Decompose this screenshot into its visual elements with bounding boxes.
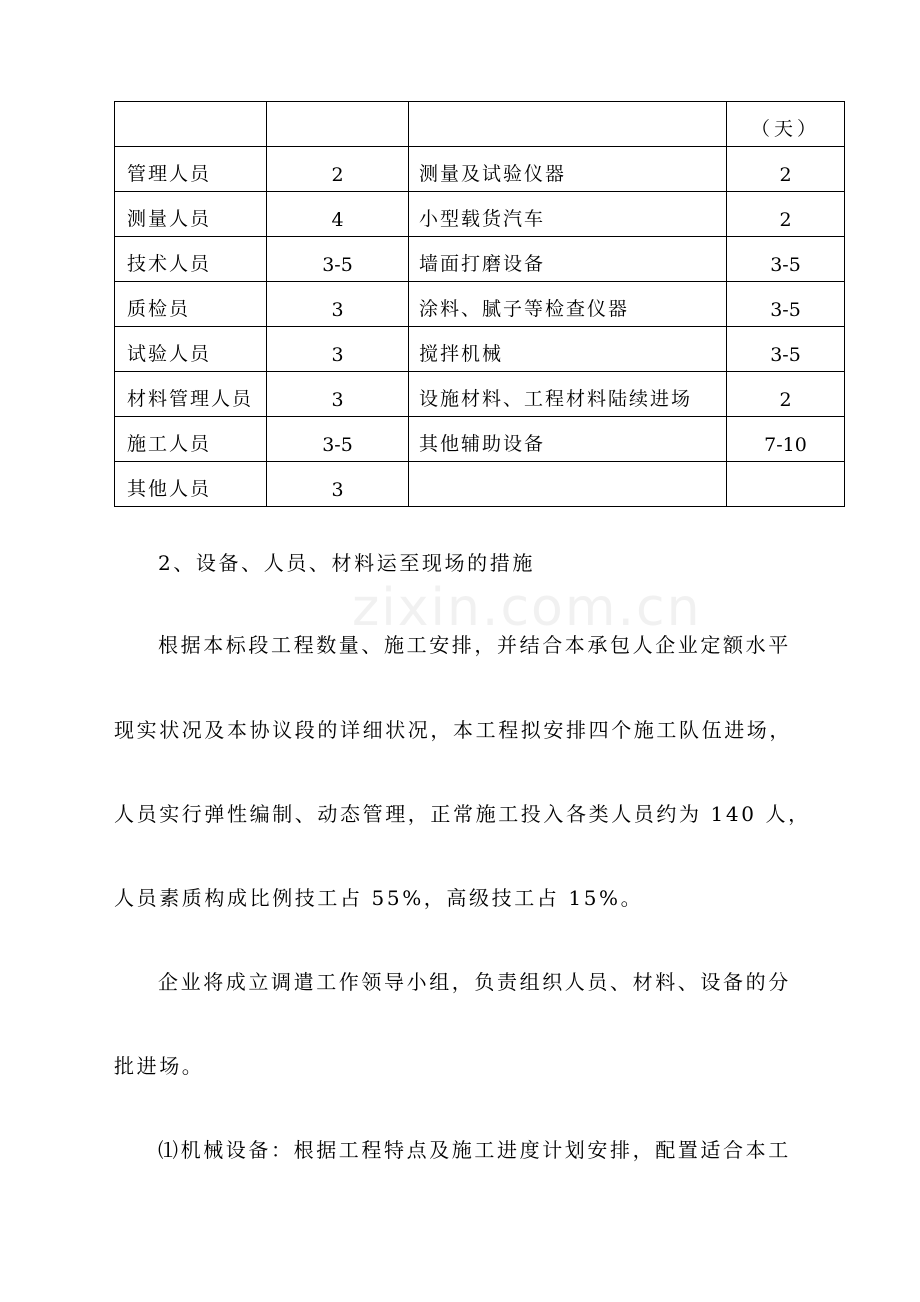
table-cell: 墙面打磨设备 — [409, 237, 727, 282]
paragraph-line: 现实状况及本协议段的详细状况，本工程拟安排四个施工队伍进场， — [114, 718, 792, 742]
paragraph-line: ⑴机械设备：根据工程特点及施工进度计划安排，配置适合本工 — [158, 1138, 791, 1162]
table-cell: 3 — [267, 327, 409, 372]
table-cell: 小型载货汽车 — [409, 192, 727, 237]
table-cell: 3-5 — [727, 327, 845, 372]
table-row — [115, 282, 845, 327]
paragraph-line: 人员实行弹性编制、动态管理，正常施工投入各类人员约为 140 人， — [114, 802, 811, 826]
table-row — [115, 192, 845, 237]
table-cell: 技术人员 — [115, 237, 267, 282]
table-header-cell — [115, 102, 267, 147]
table-cell: 试验人员 — [115, 327, 267, 372]
paragraph-line: 人员素质构成比例技工占 55%，高级技工占 15%。 — [114, 886, 644, 910]
table-cell: 管理人员 — [115, 147, 267, 192]
table-cell: 3-5 — [267, 237, 409, 282]
table-cell: 3-5 — [727, 237, 845, 282]
table-cell: 测量及试验仪器 — [409, 147, 727, 192]
table-cell: 测量人员 — [115, 192, 267, 237]
table-cell: 其他辅助设备 — [409, 417, 727, 462]
table-row — [115, 327, 845, 372]
table-header-cell — [409, 102, 727, 147]
table-cell: 2 — [727, 147, 845, 192]
table-row — [115, 462, 845, 507]
table-cell: 3 — [267, 462, 409, 507]
section-heading: 2、设备、人员、材料运至现场的措施 — [158, 551, 535, 575]
paragraph-line: 批进场。 — [114, 1054, 205, 1078]
paragraph-line: 根据本标段工程数量、施工安排，并结合本承包人企业定额水平 — [158, 633, 791, 657]
table-body — [115, 102, 845, 507]
table-cell — [409, 462, 727, 507]
table-row — [115, 147, 845, 192]
table-cell — [727, 462, 845, 507]
table-cell: 其他人员 — [115, 462, 267, 507]
table-cell: 2 — [727, 372, 845, 417]
table-row — [115, 417, 845, 462]
table-cell: 涂料、腻子等检查仪器 — [409, 282, 727, 327]
resource-table — [114, 101, 845, 507]
table-header-cell — [267, 102, 409, 147]
table-row — [115, 372, 845, 417]
table-cell: 设施材料、工程材料陆续进场 — [409, 372, 727, 417]
table-cell: 7-10 — [727, 417, 845, 462]
table-cell: 3 — [267, 372, 409, 417]
table-cell: 施工人员 — [115, 417, 267, 462]
table-cell: 材料管理人员 — [115, 372, 267, 417]
table-cell: 3 — [267, 282, 409, 327]
table-cell: 4 — [267, 192, 409, 237]
watermark: zixin.com.cn — [352, 578, 702, 638]
table-row — [115, 237, 845, 282]
table-cell: 2 — [727, 192, 845, 237]
table-cell: 3-5 — [727, 282, 845, 327]
paragraph-line: 企业将成立调遣工作领导小组，负责组织人员、材料、设备的分 — [158, 970, 791, 994]
table-cell: 搅拌机械 — [409, 327, 727, 372]
table-cell: 2 — [267, 147, 409, 192]
table-cell: 质检员 — [115, 282, 267, 327]
table-header-row — [115, 102, 845, 147]
table-header-unit-cell: （天） — [727, 102, 845, 147]
table-cell: 3-5 — [267, 417, 409, 462]
